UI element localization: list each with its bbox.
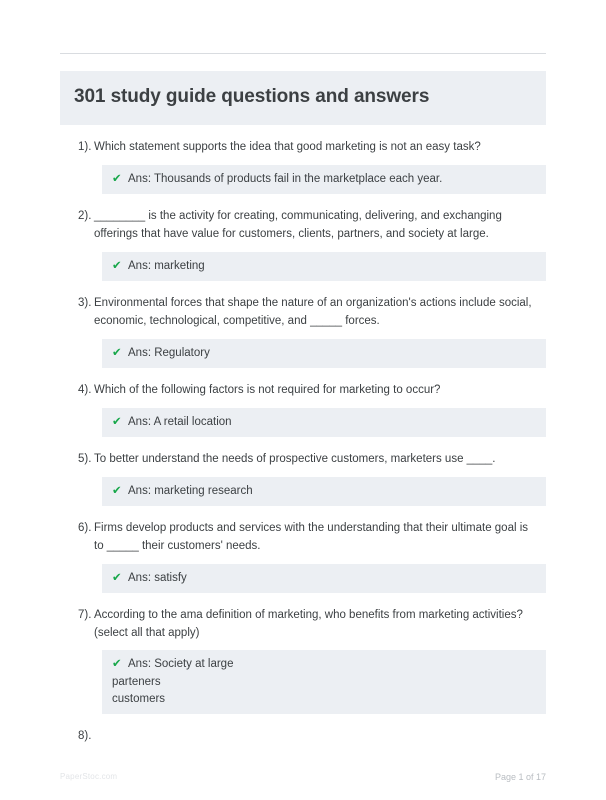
page-footer — [60, 772, 546, 786]
question-text: To better understand the needs of prospective customers, marketers use ____. — [94, 452, 496, 465]
qa-item — [60, 378, 546, 437]
answer-text: Ans: Regulatory — [128, 346, 210, 359]
document-title-band — [60, 71, 546, 125]
qa-list — [60, 135, 546, 757]
question-number: 7). — [78, 608, 92, 621]
answer-line — [112, 258, 536, 275]
answer-line — [112, 570, 536, 587]
answer-box — [102, 339, 546, 368]
check-icon: ✔ — [112, 346, 122, 359]
question-row — [60, 204, 546, 246]
question-number: 4). — [78, 383, 92, 396]
answer-box — [102, 650, 546, 714]
question-text: ________ is the activity for creating, communicating, delivering, and exchanging offerings that have value for customers, clients, partners, and society at large. — [94, 210, 502, 240]
answer-text: Ans: Society at large — [128, 658, 234, 671]
answer-box — [102, 564, 546, 593]
header-divider — [60, 53, 546, 54]
question-row — [60, 135, 546, 159]
question-text: According to the ama definition of marketing, who benefits from marketing activities? (select all that apply) — [94, 608, 523, 639]
question-number: 8). — [78, 730, 92, 743]
answer-box — [102, 408, 546, 437]
question-row — [60, 724, 546, 747]
answer-line — [112, 345, 536, 362]
watermark-brand: PaperStoc.com — [60, 772, 118, 781]
page-number: Page 1 of 17 — [494, 772, 546, 782]
answer-box — [102, 477, 546, 506]
qa-item — [60, 204, 546, 281]
question-number: 3). — [78, 296, 92, 309]
qa-item — [60, 135, 546, 194]
question-text: Which of the following factors is not required for marketing to occur? — [94, 383, 441, 396]
question-row — [60, 291, 546, 333]
answer-text: Ans: satisfy — [128, 571, 187, 584]
answer-extra-line: parteners — [112, 675, 161, 688]
question-row — [60, 603, 546, 645]
question-text: Environmental forces that shape the nature of an organization's actions include social, economic, technological, competitive, and _____ forces. — [94, 296, 532, 327]
question-number: 2). — [78, 210, 92, 223]
check-icon: ✔ — [112, 484, 122, 497]
question-number: 6). — [78, 521, 92, 534]
answer-extra-line: customers — [112, 692, 166, 705]
answer-text: Ans: marketing — [128, 259, 205, 272]
page-title: 301 study guide questions and answers — [74, 86, 430, 107]
qa-item — [60, 291, 546, 368]
answer-box — [102, 252, 546, 281]
answer-line — [112, 656, 536, 673]
answer-text: Ans: A retail location — [128, 415, 232, 428]
answer-line — [112, 414, 536, 431]
qa-item — [60, 603, 546, 714]
question-text: Which statement supports the idea that good marketing is not an easy task? — [94, 141, 481, 153]
answer-text: Ans: Thousands of products fail in the marketplace each year. — [128, 172, 443, 185]
check-icon: ✔ — [112, 259, 122, 272]
question-row — [60, 378, 546, 402]
answer-text: Ans: marketing research — [128, 484, 253, 497]
qa-item — [60, 447, 546, 506]
check-icon: ✔ — [112, 172, 122, 185]
check-icon: ✔ — [112, 658, 122, 671]
question-number: 5). — [78, 452, 92, 465]
answer-line — [112, 483, 536, 500]
question-row — [60, 447, 546, 471]
answer-line — [112, 171, 536, 188]
check-icon: ✔ — [112, 415, 122, 428]
qa-item — [60, 516, 546, 593]
question-row — [60, 516, 546, 558]
question-number: 1). — [78, 141, 92, 153]
answer-box — [102, 165, 546, 194]
question-text: Firms develop products and services with the understanding that their ultimate goal is to _____ their customers' needs. — [94, 521, 529, 552]
check-icon: ✔ — [112, 571, 122, 584]
qa-item — [60, 724, 546, 747]
